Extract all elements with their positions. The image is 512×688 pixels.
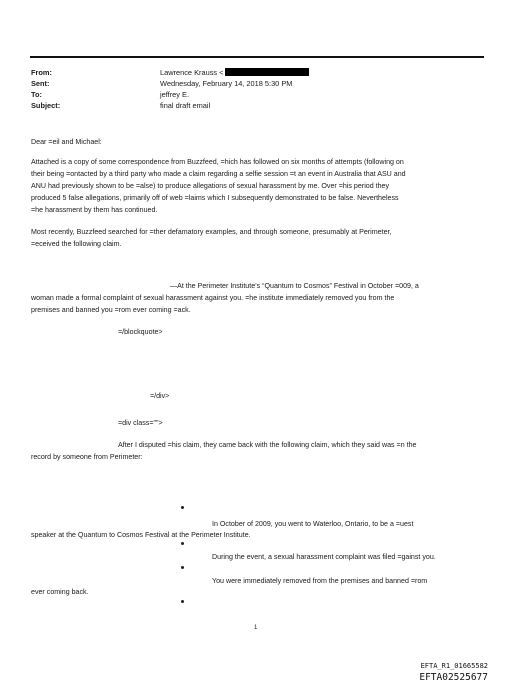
sent-value: Wednesday, February 14, 2018 5:30 PM	[160, 79, 293, 88]
div-close-tag-text: =/div>	[150, 392, 170, 400]
quote-line: woman made a formal complaint of sexual harassment against you. =he institute immediately removed you from the	[31, 294, 395, 302]
quote-line: premises and banned you =rom ever coming =ack.	[31, 306, 191, 314]
bullet-dot	[181, 600, 184, 603]
blockquote-tag-text: =/blockquote>	[118, 328, 163, 336]
bullet-1-line: In October of 2009, you went to Waterloo, Ontario, to be a =uest	[212, 520, 414, 528]
paragraph-line: =eceived the following claim.	[31, 240, 122, 248]
paragraph-line: ANU had previously shown to be =alse) to produce allegations of sexual harassment by me. Over =his period they	[31, 182, 390, 190]
to-value: jeffrey E.	[160, 90, 190, 99]
bullet-dot	[181, 506, 184, 509]
div-open-tag-text: =div class="">	[118, 419, 163, 427]
paragraph-line: After I disputed =his claim, they came back with the following claim, which they said was =n the	[118, 441, 417, 449]
bates-number-secondary: EFTA_R1_01665582	[420, 662, 488, 670]
bullet-1-line: speaker at the Quantum to Cosmos Festival at the Perimeter Institute.	[31, 531, 251, 539]
bullet-3-line: ever coming back.	[31, 588, 89, 596]
header-rule	[30, 56, 484, 58]
bullet-dot	[181, 542, 184, 545]
bullet-dot	[181, 566, 184, 569]
subject-label: Subject:	[31, 101, 61, 110]
paragraph-line: their being =ontacted by a third party who made a claim regarding a selfie session =t an event in Australia that ASU and	[31, 170, 406, 178]
from-value-row	[160, 68, 309, 77]
salutation: Dear =eil and Michael:	[31, 138, 102, 146]
bullet-3-line: You were immediately removed from the premises and banned =rom	[212, 577, 428, 585]
paragraph-line: Attached is a copy of some correspondence from Buzzfeed, =hich has followed on six months of attempts (following on	[31, 158, 404, 166]
quote-line: —At the Perimeter Institute’s “Quantum to Cosmos” Festival in October =009, a	[170, 282, 419, 290]
from-value: Lawrence Krauss <	[160, 68, 224, 77]
paragraph-line: produced 5 false allegations, primarily off of web =laims which I subsequently demonstrated to be false. Nevertheless	[31, 194, 399, 202]
bullet-2-line: During the event, a sexual harassment complaint was filed =gainst you.	[212, 553, 436, 561]
page-number: 1	[254, 625, 258, 631]
redaction-bar	[225, 68, 309, 76]
paragraph-line: =he harassment by them has continued.	[31, 206, 158, 214]
paragraph-line: record by someone from Perimeter:	[31, 453, 143, 461]
from-label: From:	[31, 68, 52, 77]
bates-number-primary: EFTA02525677	[419, 672, 488, 683]
sent-label: Sent:	[31, 79, 50, 88]
subject-value: final draft email	[160, 101, 211, 110]
paragraph-line: Most recently, Buzzfeed searched for =ther defamatory examples, and through someone, presumably at Perimeter,	[31, 228, 392, 236]
to-label: To:	[31, 90, 42, 99]
